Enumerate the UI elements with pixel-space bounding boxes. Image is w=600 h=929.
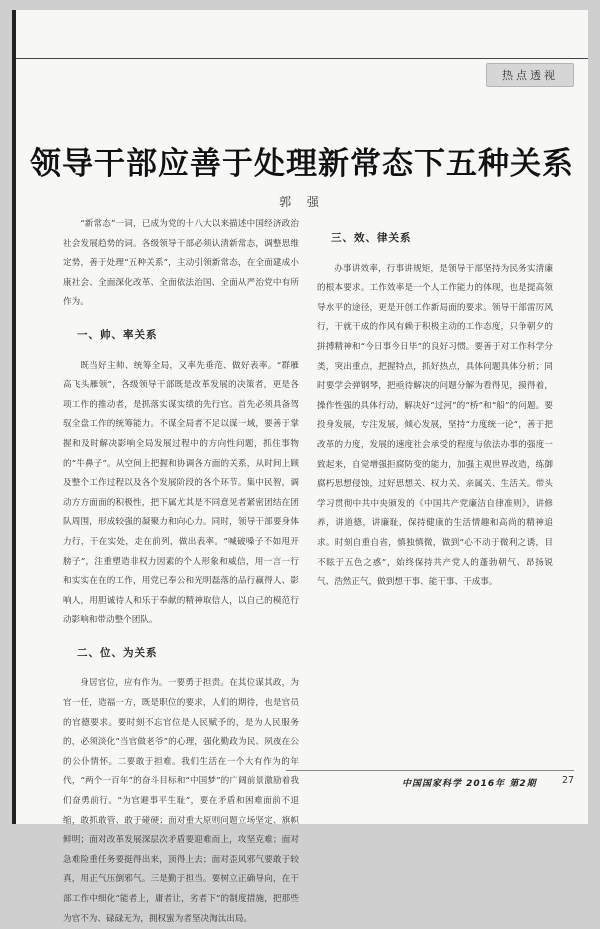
header-rule <box>16 58 588 59</box>
intro-paragraph: “新常态”一词，已成为党的十八大以来描述中国经济政治社会发展趋势的词。各级领导干部必须认清新常态，调整思维定势，善于处理“五种关系”，主动引领新常态，在全面建成小康社会、全面深化改革、全面依法治国、全面从严治党中有所作为。 <box>63 219 299 308</box>
column-right <box>317 216 553 593</box>
section-tag: 热点透视 <box>486 63 574 87</box>
article-author: 郭 强 <box>279 195 325 209</box>
page-number: 27 <box>562 775 575 786</box>
section-2-paragraph: 身居官位，应有作为。一要勇于担责。在其位谋其政，为官一任，造福一方，既是职位的要求，人们的期待，也是官员的官德要求。要时刻不忘官位是人民赋予的，是为人民服务的，必须淡化“当官做老爷”的心理，强化勤政为民、夙夜在公的公仆情怀。二要敢于担难。我们生活在一个大有作为的年代，“两个一百年”的奋斗目标和“中国梦”的广阔前景激励着我们奋勇前行。“为官避事平生耻”，要在矛盾和困难面前不退缩，敢抓敢管、敢于碰硬；面对重大原则问题立场坚定、旗帜鲜明；面对改革发展深层次矛盾要迎难而上，攻坚克难；面对急难险重任务要挺得出来，顶得上去；面对歪风邪气要敢于较真，用正气压倒邪气。三是勤于担当。要树立正确导向，在干部工作中细化“能者上，庸者让，劣者下”的制度措施，把那些为官不为、碌碌无为，拥权蜜为者坚决淘汰出局。 <box>63 678 299 924</box>
footer-rule <box>286 770 574 771</box>
section-heading-3: 三、效、律关系 <box>331 232 412 244</box>
section-3-paragraph: 办事讲效率，行事讲规矩，是领导干部坚持为民务实清廉的根本要求。工作效率是一个人工作能力的体现，也是提高领导水平的途径，更是开创工作新局面的要求。领导干部雷厉风行，干就干成的作风有赖于积极主动的工作态度，只争朝夕的拼搏精神和“今日事今日毕”的良好习惯。要善于对工作科学分类，突出重点，把握特点，抓好热点，具体问题具体分析；同时要学会弹钢琴，把亟待解决的问题分解为看得见，摸得着，操作性强的具体行动，解决好“过河”的“桥”和“船”的问题。要投身发展，专注发展，倾心发展，坚持“力度统一论”，善于把改革的力度，发展的速度社会承受的程度与依法办事的强度一致起来，自觉增强拒腐防变的能力，加强主观世界改造，练御腐朽思想侵蚀，过好思想关、权力关、亲属关、生活关。带头学习贯彻中共中央颁发的《中国共产党廉洁自律准则》，讲修养，讲道德，讲廉耻，保持健康的生活情趣和高尚的精神追求。时刻自重自省，慎独慎微，做到“心不动于微利之诱，目不眩于五色之惑”，始终保持共产党人的蓬勃朝气、昂扬锐气、浩然正气，做到想干事、能干事、干成事。 <box>317 263 553 588</box>
section-1-paragraph: 既当好主帅、统筹全局，又率先垂范、做好表率。“群雁高飞头雁领”，各级领导干部既是改革发展的决策者，更是各项工作的推动者，是抓落实谋实绩的先行官。首先必须具备驾驭全盘工作的统筹能力。不谋全局者不足以谋一域，要善于掌握和及时解决影响全局发展过程中的方向性问题，抓住事物的“牛鼻子”。从空间上把握和协调各方面的关系，从时间上顾及整个工作过程以及各个发展阶段的各个环节。集中民智，调动方方面面的积极性，把下属尤其是不同意见者紧密团结在团队周围，形成较强的凝聚力和向心力。同时，领导干部要身体力行，干在实处，走在前列，做出表率。“喊破嗓子不如甩开膀子”，注重塑造非权力因素的个人形象和威信，用一言一行和实实在在的工作，用党已奉公和光明磊落的品行赢得人、影响人，用胆诚待人和乐于奉献的精神取信人，以自己的模范行动影响和带动整个团队。 <box>63 360 299 626</box>
article-title: 领导干部应善于处理新常态下五种关系 <box>30 146 574 182</box>
section-heading-2: 二、位、为关系 <box>77 646 158 659</box>
journal-name: 中国国家科学 2016年 第2期 <box>402 779 537 789</box>
journal-page <box>12 10 588 924</box>
section-heading-1: 一、帅、率关系 <box>77 328 158 341</box>
column-left <box>63 215 299 929</box>
